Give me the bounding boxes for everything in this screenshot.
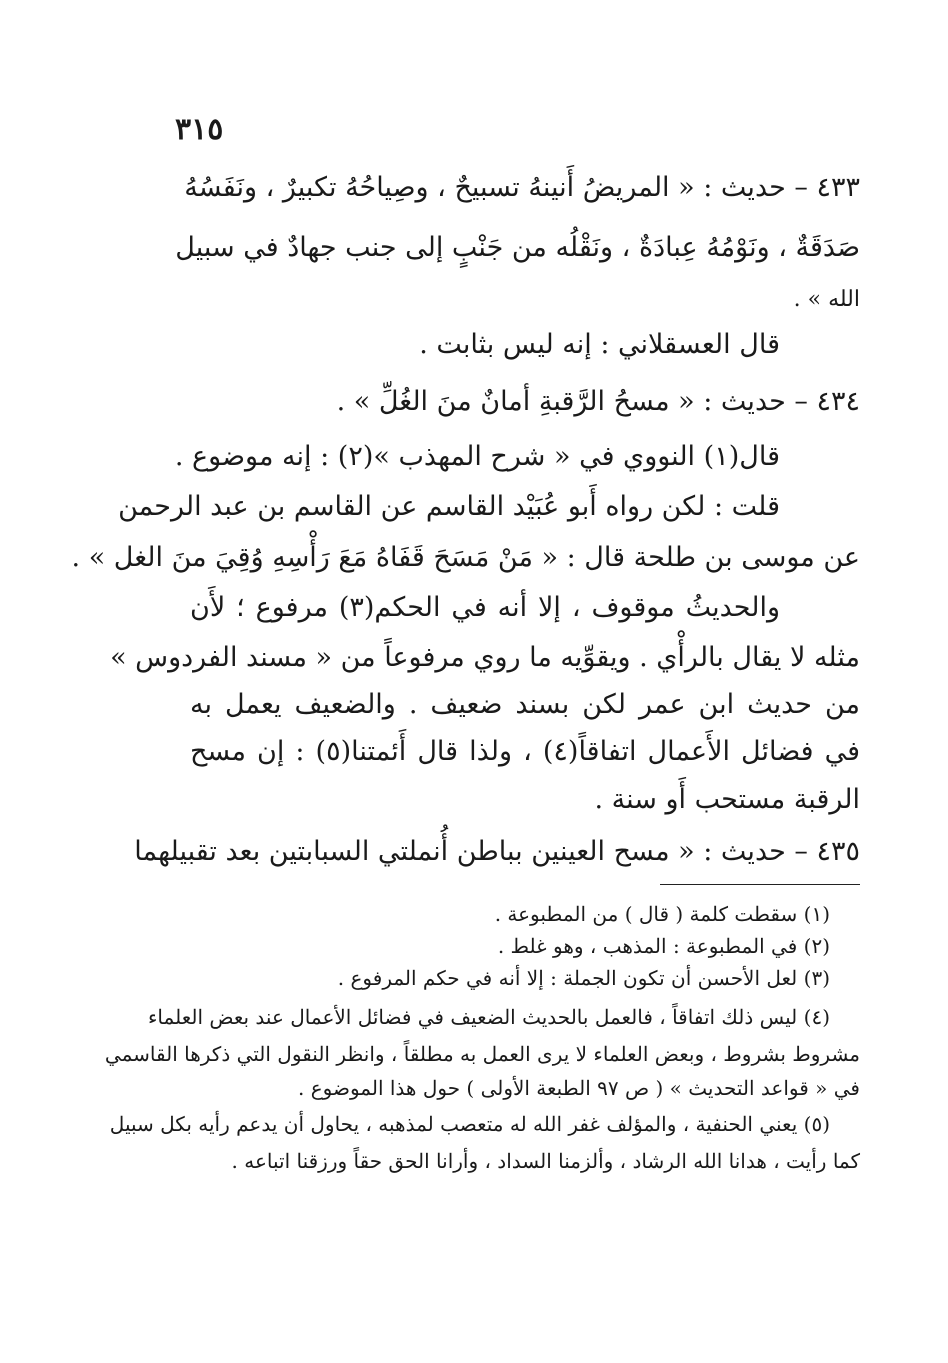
footnote-separator (660, 884, 860, 885)
page-number: ٣١٥ (175, 112, 224, 147)
footnote-5-line-2: كما رأيت ، هدانا الله الرشاد ، وألزمنا السداد ، وأرانا الحق حقاً ورزقنا اتباعه . (231, 1149, 860, 1173)
footnote-4-line-2: مشروط بشروط ، وبعض العلماء لا يرى العمل به مطلقاً ، وانظر النقول التي ذكرها القاسمي (104, 1042, 860, 1066)
author-comment-line-3: والحديثُ موقوف ، إلا أنه في الحكم(٣) مرفوع ؛ لأَن (190, 592, 780, 623)
author-comment-line-6: في فضائل الأَعمال اتفاقاً(٤) ، ولذا قال أَئمتنا(٥) : إن مسح (190, 736, 861, 767)
hadith-434-line-1: ٤٣٤ – حديث : « مسحُ الرَّقبةِ أمانٌ منَ الغُلِّ » . (336, 386, 860, 417)
author-comment-line-7: الرقبة مستحب أَو سنة . (594, 784, 860, 815)
author-comment-line-2: عن موسى بن طلحة قال : « مَنْ مَسَحَ قَفَاهُ مَعَ رَأْسِهِ وُقِيَ منَ الغل » . (71, 542, 860, 573)
author-comment-line-1: قلت : لكن رواه أَبو عُبَيْد القاسم عن القاسم بن عبد الرحمن (118, 491, 780, 522)
nawawi-comment: قال(١) النووي في « شرح المهذب »(٢) : إنه موضوع . (174, 441, 780, 472)
footnote-5-line-1: (٥) يعني الحنفية ، والمؤلف غفر الله له متعصب لمذهبه ، يحاول أن يدعم رأيه بكل سبيل (109, 1112, 830, 1136)
footnote-1: (١) سقطت كلمة ( قال ) من المطبوعة . (494, 902, 830, 926)
footnote-3: (٣) لعل الأحسن أن تكون الجملة : إلا أنه في حكم المرفوع . (337, 966, 830, 990)
footnote-4-line-3: في « قواعد التحديث » ( ص ٩٧ الطبعة الأولى ) حول هذا الموضوع . (298, 1076, 860, 1100)
footnote-4-line-1: (٤) ليس ذلك اتفاقاً ، فالعمل بالحديث الضعيف في فضائل الأعمال عند بعض العلماء (148, 1005, 830, 1029)
hadith-433-line-2: صَدَقَةٌ ، ونَوْمُهُ عِبادَةٌ ، ونَقْلُه من جَنْبٍ إلى جنب جهادٌ في سبيل (175, 232, 860, 263)
author-comment-line-5: من حديث ابن عمر لكن بسند ضعيف . والضعيف يعمل به (190, 689, 860, 720)
footnote-2: (٢) في المطبوعة : المذهب ، وهو غلط . (497, 934, 830, 958)
hadith-435-line-1: ٤٣٥ – حديث : « مسح العينين بباطن أُنملتي السبابتين بعد تقبيلهما (134, 836, 860, 867)
asqalani-comment: قال العسقلاني : إنه ليس بثابت . (419, 329, 780, 360)
author-comment-line-4: مثله لا يقال بالرأْي . ويقوِّيه ما روي مرفوعاً من « مسند الفردوس » (110, 642, 860, 673)
hadith-433-line-1: ٤٣٣ – حديث : « المريضُ أَنينهُ تسبيحٌ ، وصِياحُهُ تكبيرٌ ، ونَفَسُهُ (184, 172, 860, 203)
hadith-433-line-3: الله » . (793, 287, 860, 312)
